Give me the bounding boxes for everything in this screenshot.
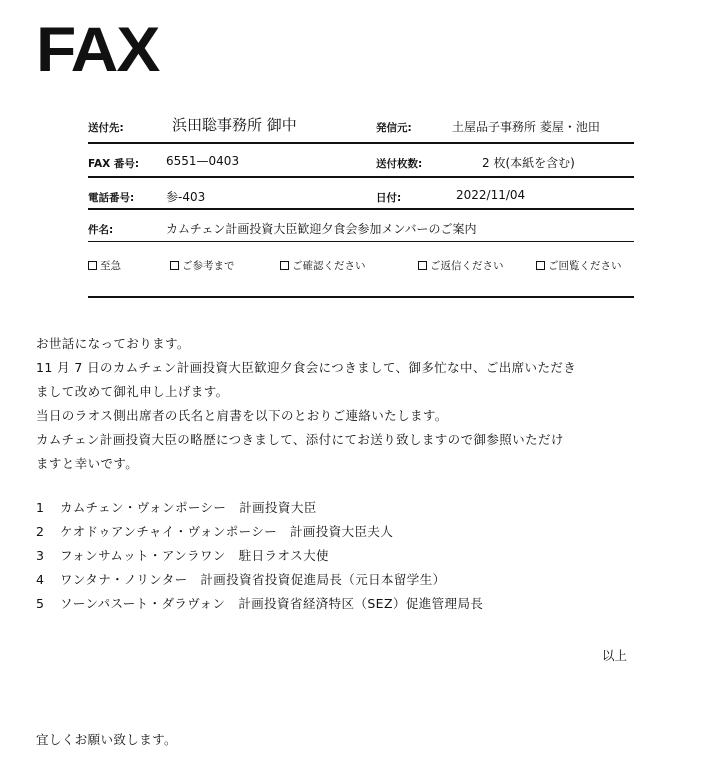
list-number: 3 [36,548,45,563]
checkbox-label: ご確認ください [292,260,366,272]
body-line: 11 月 7 日のカムチェン計画投資大臣歓迎夕食会につきまして、御多忙な中、ご出席いただき [36,360,577,375]
attendee-list [36,496,483,616]
date-value: 2022/11/04 [456,188,526,202]
list-text: ワンタナ・ノリンター 計画投資省投資促進局長（元日本留学生） [60,572,446,587]
list-text: ケオドゥアンチャイ・ヴォンポーシー 計画投資大臣夫人 [60,524,394,539]
list-item [36,592,483,616]
body-line: 当日のラオス側出席者の氏名と肩書を以下のとおりご連絡いたします。 [36,408,448,423]
to-value: 浜田聡事務所 御中 [172,116,297,134]
list-number: 2 [36,524,45,539]
checkbox-label: ご参考まで [182,260,235,272]
subject-value: カムチェン計画投資大臣歓迎夕食会参加メンバーのご案内 [166,222,477,236]
checkbox-label: 至急 [100,260,121,272]
fax-title: FAX [36,14,159,85]
divider [88,142,634,144]
checkbox-please-circulate[interactable] [536,258,622,273]
checkbox-please-reply[interactable] [418,258,504,273]
row-subject [88,212,634,242]
list-number: 1 [36,500,45,515]
body-line: カムチェン計画投資大臣の略歴につきまして、添付にてお送り致しますので御参照いただけ [36,432,564,447]
checkbox-label: ご返信ください [430,260,504,272]
checkbox-please-confirm[interactable] [280,258,366,273]
message-body [36,332,656,476]
checkbox-label: ご回覧ください [548,260,622,272]
checkbox-urgent[interactable] [88,258,121,273]
divider [88,241,634,242]
list-item [36,568,483,592]
checkbox-icon [280,261,289,270]
from-label: 発信元: [376,122,412,134]
list-text: カムチェン・ヴォンポーシー 計画投資大臣 [60,500,317,515]
pages-value: 2 枚(本紙を含む) [482,156,575,170]
fax-number-label: FAX 番号: [88,158,140,170]
body-line: ますと幸いです。 [36,456,139,471]
checkbox-icon [418,261,427,270]
list-number: 5 [36,596,45,611]
row-fax-pages [88,146,634,176]
list-item [36,496,483,520]
list-item [36,520,483,544]
checkbox-icon [536,261,545,270]
from-value: 土屋品子事務所 菱屋・池田 [452,120,600,134]
closing-line: 宜しくお願い致します。 [36,732,177,747]
divider [88,208,634,210]
body-line: まして改めて御礼申し上げます。 [36,384,229,399]
divider [88,176,634,178]
phone-label: 電話番号: [88,192,135,204]
list-text: フォンサムット・アンラワン 駐日ラオス大使 [60,548,329,563]
pages-label: 送付枚数: [376,158,423,170]
date-label: 日付: [376,192,402,204]
list-text: ソーンパスート・ダラヴォン 計画投資省経済特区（SEZ）促進管理局長 [60,596,484,611]
list-item [36,544,483,568]
list-number: 4 [36,572,45,587]
body-line: お世話になっております。 [36,336,190,351]
checkbox-for-reference[interactable] [170,258,235,273]
divider [88,296,634,298]
ijo-end-mark: 以上 [602,648,628,663]
fax-number-value: 6551—0403 [166,154,240,168]
row-phone-date [88,180,634,210]
to-label: 送付先: [88,122,124,134]
checkbox-icon [88,261,97,270]
checkbox-icon [170,261,179,270]
subject-label: 件名: [88,224,114,236]
row-to-from [88,110,634,140]
phone-value: 参-403 [166,190,206,204]
